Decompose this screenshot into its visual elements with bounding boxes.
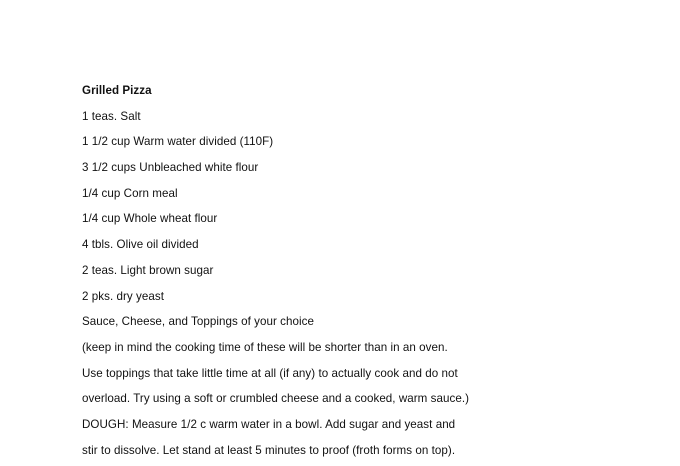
ingredient-line: 2 teas. Light brown sugar	[82, 263, 214, 277]
ingredient-line: 1 1/2 cup Warm water divided (110F)	[82, 135, 274, 149]
instruction-line: stir to dissolve. Let stand at least 5 minutes to proof (froth forms on top).	[82, 443, 456, 457]
note-line: Use toppings that take little time at all (if any) to actually cook and do not	[82, 366, 458, 380]
recipe-title: Grilled Pizza	[82, 84, 152, 97]
note-line: overload. Try using a soft or crumbled cheese and a cooked, warm sauce.)	[82, 392, 470, 406]
instruction-line: DOUGH: Measure 1/2 c warm water in a bowl. Add sugar and yeast and	[82, 417, 456, 431]
ingredient-line: 3 1/2 cups Unbleached white flour	[82, 161, 259, 175]
ingredient-line: 1 teas. Salt	[82, 109, 141, 123]
ingredient-line: 1/4 cup Corn meal	[82, 186, 178, 200]
ingredient-line: 2 pks. dry yeast	[82, 289, 164, 303]
ingredient-line: 4 tbls. Olive oil divided	[82, 238, 199, 252]
note-line: (keep in mind the cooking time of these will be shorter than in an oven.	[82, 340, 448, 354]
ingredient-line: Sauce, Cheese, and Toppings of your choice	[82, 315, 314, 329]
document-body	[82, 81, 672, 466]
ingredient-line: 1/4 cup Whole wheat flour	[82, 212, 218, 226]
